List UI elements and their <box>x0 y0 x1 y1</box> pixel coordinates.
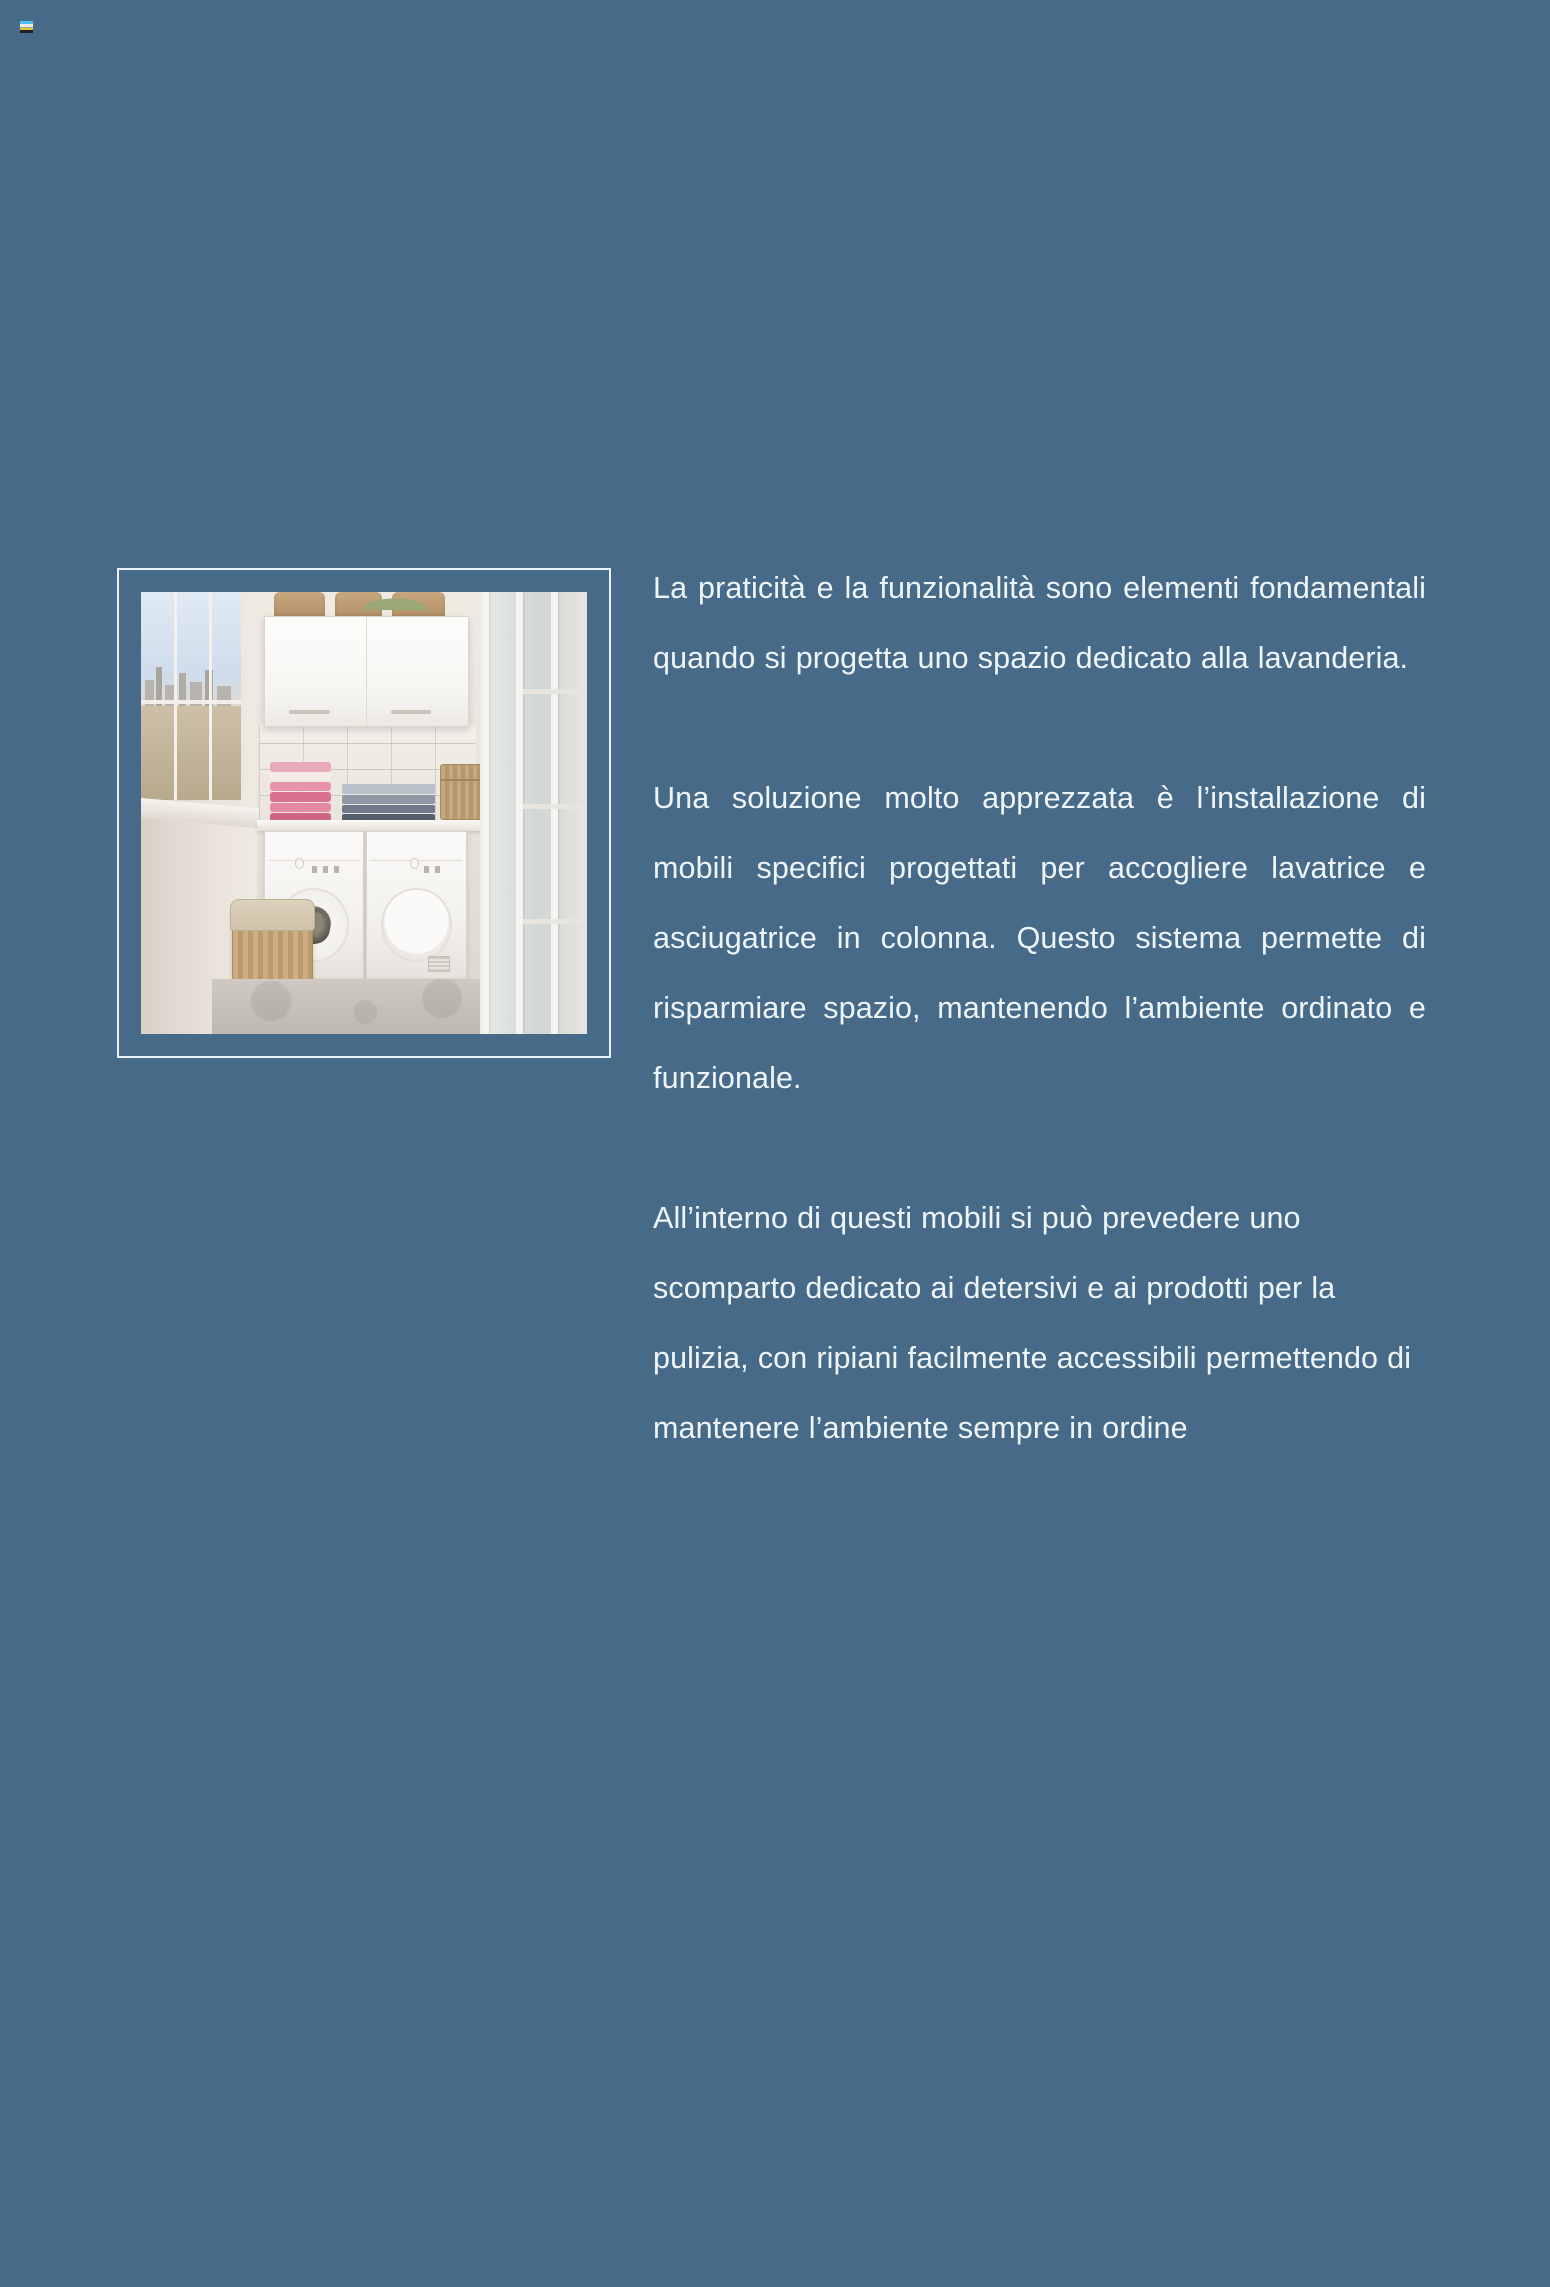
window-rail <box>141 700 241 704</box>
indicator-lights <box>312 866 342 873</box>
cabinet-handle <box>289 710 330 714</box>
towel <box>270 782 330 792</box>
shelf <box>523 804 583 809</box>
rooftop-ground <box>141 706 241 799</box>
dryer-vent-grille <box>428 956 450 972</box>
linen <box>342 805 436 813</box>
hamper-lid <box>230 899 315 931</box>
cabinet-door-split <box>366 617 367 726</box>
linen <box>342 784 436 794</box>
wicker-basket <box>274 592 325 619</box>
paragraph-3: All’interno di questi mobili si può prevedere uno scomparto dedicato ai detersivi e ai prodotti per la pulizia, con ripiani facilmente accessibili permettendo di mantenere l’ambiente sempre in ordine <box>653 1201 1412 1445</box>
program-knob <box>410 858 419 869</box>
folded-grey-linens <box>342 784 436 822</box>
plant <box>346 592 444 610</box>
indicator-lights <box>424 866 446 873</box>
tumble-dryer <box>366 831 466 979</box>
towel <box>270 803 330 813</box>
window-mullion <box>209 592 212 800</box>
door-jamb <box>551 592 558 1034</box>
wall-cabinets <box>264 616 469 727</box>
door-jamb <box>516 592 523 1034</box>
shelf <box>523 689 583 694</box>
folded-pink-towels <box>270 762 330 822</box>
photo-scene <box>141 592 587 1034</box>
towel <box>270 762 330 772</box>
window-mullion <box>174 592 177 800</box>
control-panel <box>269 842 360 861</box>
door-jamb <box>482 592 489 1034</box>
article-body <box>653 553 1426 1463</box>
countertop <box>257 820 484 831</box>
cabinet-handle <box>391 710 432 714</box>
linen <box>342 795 436 804</box>
dryer-door <box>381 888 452 963</box>
floor <box>212 979 506 1034</box>
glass-door <box>480 592 587 1034</box>
shelf <box>523 919 583 924</box>
photo-frame <box>117 568 611 1058</box>
paragraph-2: Una soluzione molto apprezzata è l’installazione di mobili specifici progettati per accogliere lavatrice e asciugatrice in colonna. Questo sistema permette di risparmiare spazio, mantenendo l’ambiente ordinato e funzionale. <box>653 781 1426 1095</box>
window <box>141 592 241 800</box>
paragraph-1: La praticità e la funzionalità sono elementi fondamentali quando si progetta uno spazio dedicato alla lavanderia. <box>653 571 1426 675</box>
program-knob <box>295 858 304 869</box>
laundry-room-photo <box>141 592 587 1034</box>
towel <box>270 792 330 802</box>
towel <box>270 772 330 781</box>
